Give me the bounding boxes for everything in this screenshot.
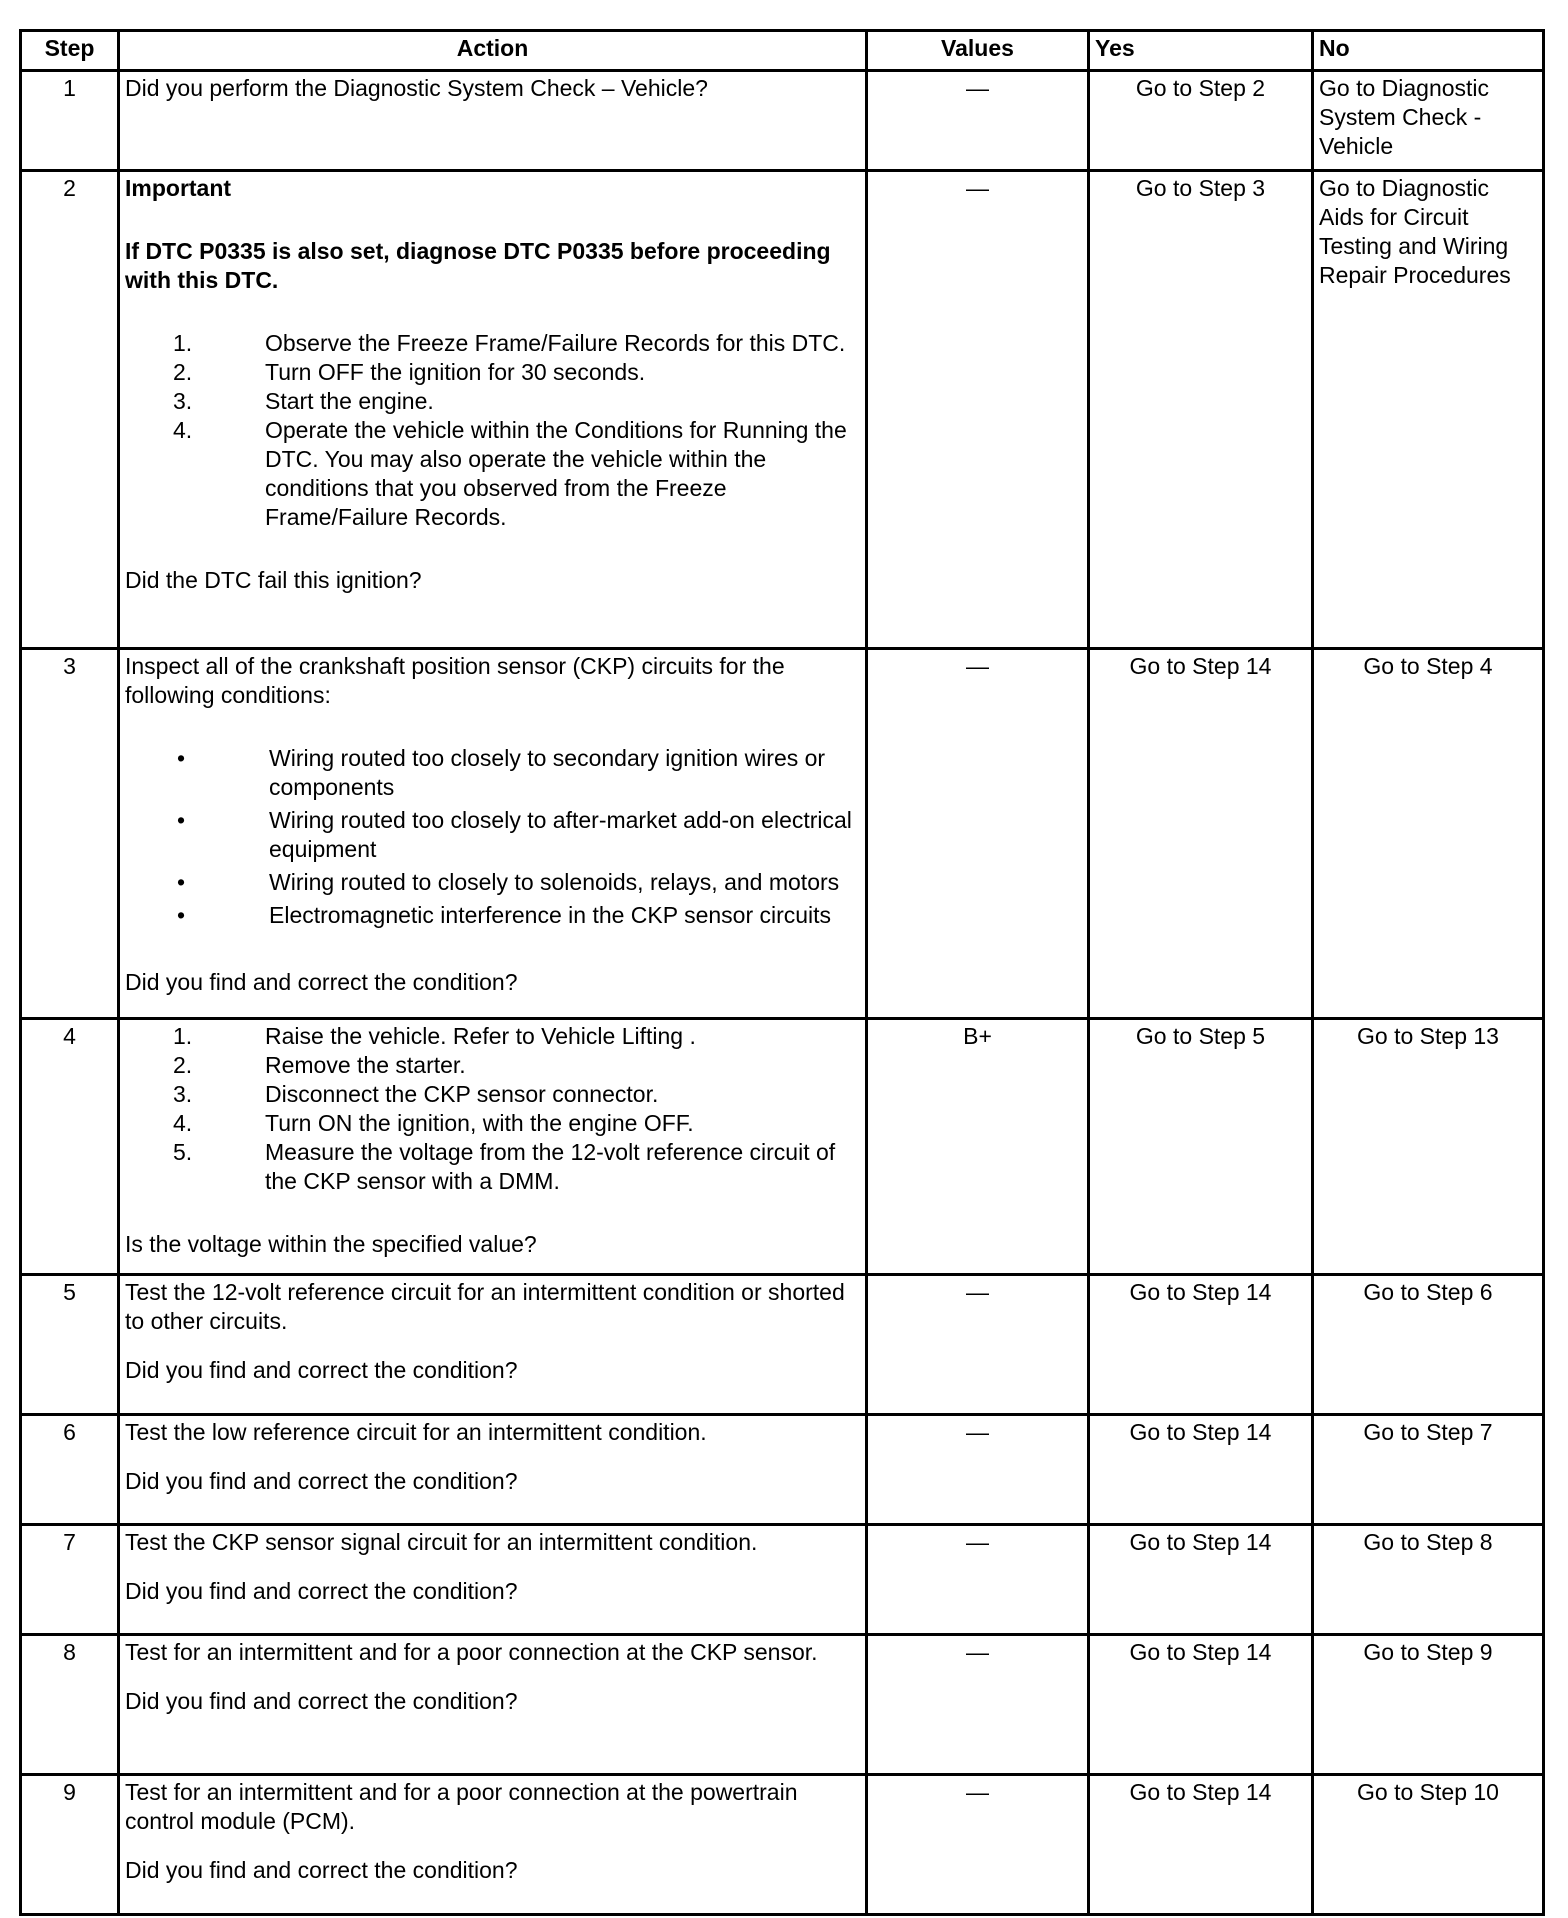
list-item: • Wiring routed too closely to after-market add-on electrical equipment <box>177 807 852 862</box>
table-row <box>21 1635 1544 1775</box>
header-action: Action <box>119 31 867 71</box>
action-text: Test the 12-volt reference circuit for an intermittent condition or shorted to other circuits. <box>125 1279 845 1334</box>
no-cell: Go to Step 4 <box>1313 649 1544 1019</box>
action-cell <box>119 1019 867 1275</box>
list-item: 4. Operate the vehicle within the Conditions for Running the DTC. You may also operate the vehicle within the conditions that you observed from the Freeze Frame/Failure Records. <box>173 417 847 530</box>
question-text: Did you find and correct the condition? <box>125 969 518 995</box>
value-cell: — <box>867 1635 1089 1775</box>
question-text: Did you find and correct the condition? <box>125 1357 518 1383</box>
action-cell <box>119 1525 867 1635</box>
table-row <box>21 171 1544 649</box>
step-number: 7 <box>21 1525 119 1635</box>
step-number: 5 <box>21 1275 119 1415</box>
action-text: Did you perform the Diagnostic System Check – Vehicle? <box>125 75 708 101</box>
list-item: 3. Disconnect the CKP sensor connector. <box>173 1081 659 1107</box>
value-cell: — <box>867 1775 1089 1915</box>
action-cell <box>119 1635 867 1775</box>
value-cell: — <box>867 171 1089 649</box>
list-item: 5. Measure the voltage from the 12-volt reference circuit of the CKP sensor with a DMM. <box>173 1139 836 1194</box>
yes-cell: Go to Step 14 <box>1089 1415 1313 1525</box>
question-text: Did you find and correct the condition? <box>125 1578 518 1604</box>
action-text: Test for an intermittent and for a poor connection at the CKP sensor. <box>125 1639 818 1665</box>
no-cell: Go to Step 8 <box>1313 1525 1544 1635</box>
step-number: 6 <box>21 1415 119 1525</box>
action-cell <box>119 1775 867 1915</box>
header-row <box>21 31 1544 71</box>
list-item: 1. Observe the Freeze Frame/Failure Records for this DTC. <box>173 330 846 356</box>
header-yes: Yes <box>1089 31 1313 71</box>
question-text: Did you find and correct the condition? <box>125 1468 518 1494</box>
no-cell: Go to Step 9 <box>1313 1635 1544 1775</box>
value-cell: — <box>867 1525 1089 1635</box>
step-number: 4 <box>21 1019 119 1275</box>
yes-cell: Go to Step 2 <box>1089 71 1313 171</box>
action-text: Test the CKP sensor signal circuit for an intermittent condition. <box>125 1529 758 1555</box>
table-row <box>21 1019 1544 1275</box>
value-cell: — <box>867 649 1089 1019</box>
step-number: 9 <box>21 1775 119 1915</box>
important-label: Important <box>125 175 232 201</box>
action-text: Test for an intermittent and for a poor connection at the powertrain control module (PCM). <box>125 1779 798 1834</box>
header-values: Values <box>867 31 1089 71</box>
question-text: Is the voltage within the specified value? <box>125 1231 537 1257</box>
procedure-list <box>125 329 860 532</box>
question-text: Did you find and correct the condition? <box>125 1857 518 1883</box>
yes-cell: Go to Step 3 <box>1089 171 1313 649</box>
action-cell <box>119 71 867 171</box>
table-row <box>21 649 1544 1019</box>
condition-list <box>125 744 860 930</box>
step-number: 1 <box>21 71 119 171</box>
value-cell: — <box>867 1415 1089 1525</box>
action-cell <box>119 649 867 1019</box>
action-text: Test the low reference circuit for an intermittent condition. <box>125 1419 707 1445</box>
list-item: 2. Turn OFF the ignition for 30 seconds. <box>173 359 646 385</box>
no-cell: Go to Step 10 <box>1313 1775 1544 1915</box>
action-cell <box>119 171 867 649</box>
list-item: • Electromagnetic interference in the CKP sensor circuits <box>177 902 832 928</box>
list-item: • Wiring routed too closely to secondary ignition wires or components <box>177 745 826 800</box>
no-cell: Go to Step 13 <box>1313 1019 1544 1275</box>
yes-cell: Go to Step 5 <box>1089 1019 1313 1275</box>
action-cell <box>119 1275 867 1415</box>
no-cell: Go to Step 7 <box>1313 1415 1544 1525</box>
no-cell: Go to Step 6 <box>1313 1275 1544 1415</box>
table-row <box>21 71 1544 171</box>
step-number: 8 <box>21 1635 119 1775</box>
table-row <box>21 1525 1544 1635</box>
table-row <box>21 1775 1544 1915</box>
yes-cell: Go to Step 14 <box>1089 1525 1313 1635</box>
value-cell: — <box>867 71 1089 171</box>
action-text: Inspect all of the crankshaft position sensor (CKP) circuits for the following conditions: <box>125 653 785 708</box>
important-text: If DTC P0335 is also set, diagnose DTC P0335 before proceeding with this DTC. <box>125 238 831 293</box>
list-item: 3. Start the engine. <box>173 388 434 414</box>
no-cell: Go to Diagnostic Aids for Circuit Testing and Wiring Repair Procedures <box>1313 171 1544 649</box>
list-item: • Wiring routed to closely to solenoids, relays, and motors <box>177 869 840 895</box>
question-text: Did you find and correct the condition? <box>125 1688 518 1714</box>
yes-cell: Go to Step 14 <box>1089 649 1313 1019</box>
header-step: Step <box>21 31 119 71</box>
header-no: No <box>1313 31 1544 71</box>
question-text: Did the DTC fail this ignition? <box>125 567 422 593</box>
yes-cell: Go to Step 14 <box>1089 1775 1313 1915</box>
procedure-list <box>125 1022 860 1196</box>
action-cell <box>119 1415 867 1525</box>
table-row <box>21 1415 1544 1525</box>
no-cell: Go to Diagnostic System Check - Vehicle <box>1313 71 1544 171</box>
value-cell: B+ <box>867 1019 1089 1275</box>
step-number: 3 <box>21 649 119 1019</box>
table-row <box>21 1275 1544 1415</box>
list-item: 1. Raise the vehicle. Refer to Vehicle Lifting . <box>173 1023 696 1049</box>
list-item: 2. Remove the starter. <box>173 1052 466 1078</box>
list-item: 4. Turn ON the ignition, with the engine OFF. <box>173 1110 694 1136</box>
yes-cell: Go to Step 14 <box>1089 1275 1313 1415</box>
diagnostic-table <box>19 29 1545 1916</box>
step-number: 2 <box>21 171 119 649</box>
yes-cell: Go to Step 14 <box>1089 1635 1313 1775</box>
value-cell: — <box>867 1275 1089 1415</box>
